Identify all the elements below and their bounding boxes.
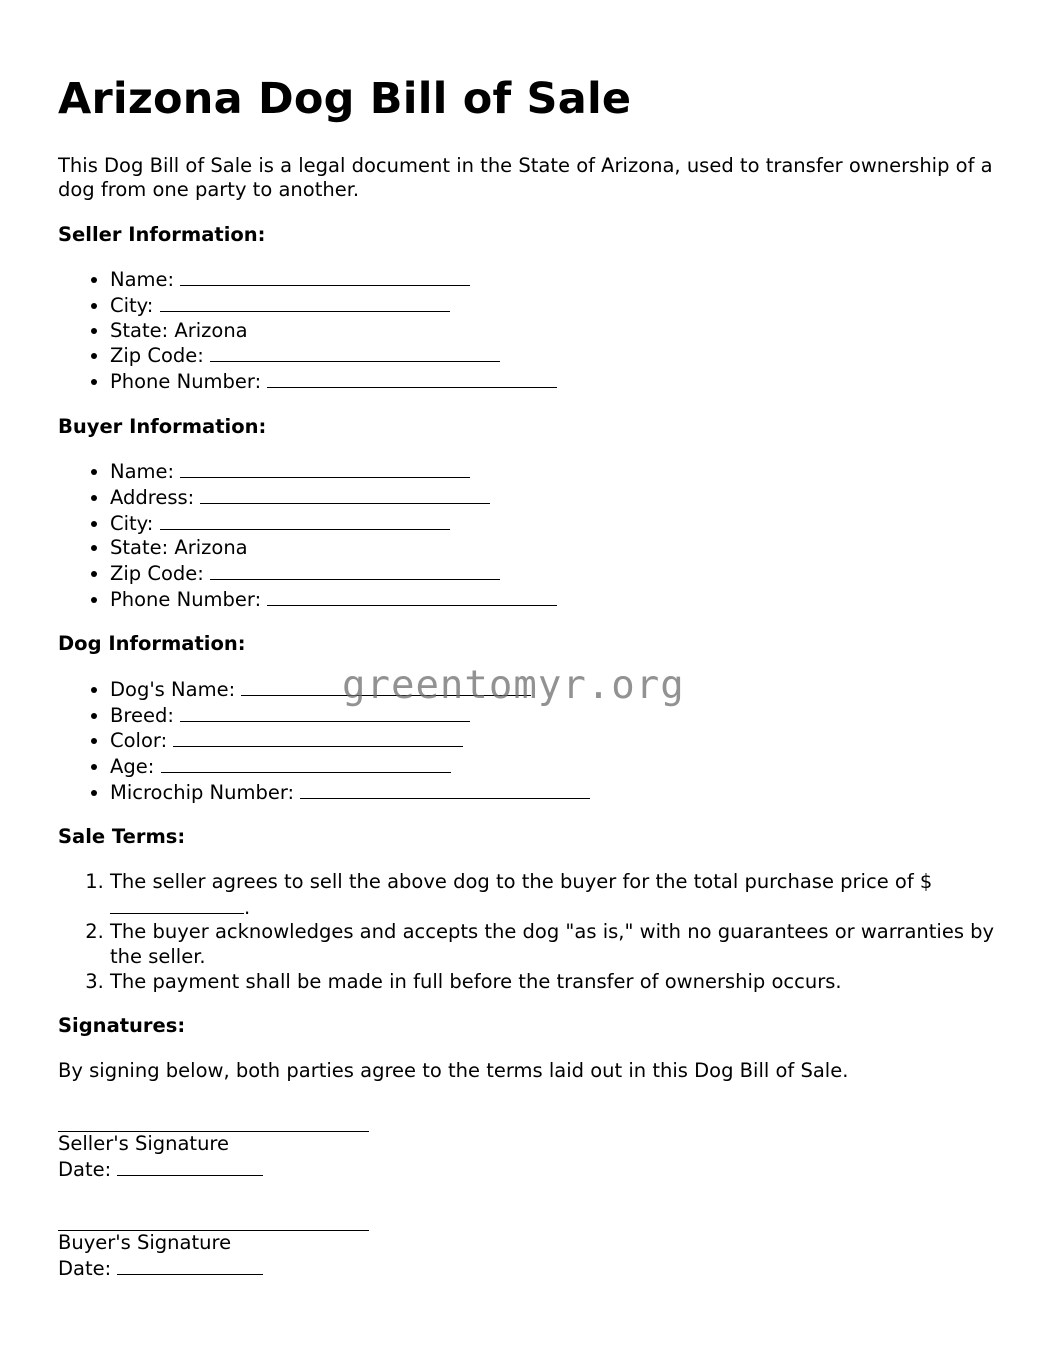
terms-heading: Sale Terms:: [58, 825, 186, 849]
dog-color-label: Color:: [110, 729, 168, 753]
document-title: Arizona Dog Bill of Sale: [58, 74, 632, 124]
seller-zip-label: Zip Code:: [110, 344, 204, 368]
term-1-end: .: [244, 895, 251, 919]
dog-list: [58, 677, 1008, 806]
list-item: [110, 677, 1008, 703]
document-page: [58, 74, 1008, 1281]
list-item: [110, 728, 1008, 754]
term-1-text: The seller agrees to sell the above dog to the buyer for the total purchase price of $: [110, 869, 933, 893]
dog-breed-blank: [180, 703, 470, 722]
list-item: [110, 561, 1008, 587]
list-item: [110, 536, 1008, 561]
list-item: [110, 970, 1008, 995]
dog-age-label: Age:: [110, 754, 155, 778]
seller-date-row: [58, 1157, 1008, 1183]
buyer-zip-blank: [210, 561, 500, 580]
buyer-date-blank: [117, 1256, 263, 1275]
list-item: [110, 343, 1008, 369]
list-item: [110, 703, 1008, 729]
term-3-text: The payment shall be made in full before the transfer of ownership occurs.: [110, 969, 842, 993]
seller-signature-label: Seller's Signature: [58, 1132, 230, 1156]
list-item: [110, 511, 1008, 537]
buyer-city-blank: [160, 511, 450, 530]
list-item: [110, 870, 1008, 920]
buyer-signature-block: [58, 1208, 1008, 1281]
buyer-address-label: Address:: [110, 485, 195, 509]
seller-signature-block: [58, 1109, 1008, 1182]
list-item: [110, 780, 1008, 806]
seller-city-blank: [160, 293, 450, 312]
dog-name-label: Dog's Name:: [110, 677, 236, 701]
watermark-text: greentomyr.org: [342, 663, 685, 708]
list-item: [110, 319, 1008, 344]
seller-city-label: City:: [110, 293, 154, 317]
dog-age-blank: [161, 754, 451, 773]
dog-breed-label: Breed:: [110, 703, 174, 727]
dog-color-blank: [173, 728, 463, 747]
buyer-signature-line: [58, 1208, 369, 1231]
list-item: [110, 369, 1008, 395]
list-item: [110, 754, 1008, 780]
buyer-heading: Buyer Information:: [58, 414, 267, 438]
price-blank: [110, 895, 244, 914]
list-item: [110, 293, 1008, 319]
dog-microchip-blank: [300, 780, 590, 799]
seller-name-label: Name:: [110, 268, 175, 292]
buyer-name-label: Name:: [110, 460, 175, 484]
buyer-date-row: [58, 1256, 1008, 1282]
dog-heading: Dog Information:: [58, 632, 246, 656]
list-item: [110, 587, 1008, 613]
buyer-phone-label: Phone Number:: [110, 587, 262, 611]
dog-name-blank: [241, 677, 531, 696]
list-item: [110, 485, 1008, 511]
signatures-intro: By signing below, both parties agree to the terms laid out in this Dog Bill of Sale.: [58, 1058, 849, 1082]
term-2-text: The buyer acknowledges and accepts the dog "as is," with no guarantees or warranties by the seller.: [110, 920, 995, 968]
seller-zip-blank: [210, 343, 500, 362]
seller-date-blank: [117, 1157, 263, 1176]
seller-phone-label: Phone Number:: [110, 369, 262, 393]
signatures-heading: Signatures:: [58, 1014, 186, 1038]
terms-list: [58, 870, 1008, 995]
buyer-city-label: City:: [110, 511, 154, 535]
seller-date-label: Date:: [58, 1157, 112, 1181]
seller-heading: Seller Information:: [58, 222, 266, 246]
seller-state: State: Arizona: [110, 318, 248, 342]
buyer-address-blank: [200, 485, 490, 504]
seller-list: [58, 267, 1008, 395]
buyer-list: [58, 459, 1008, 612]
buyer-date-label: Date:: [58, 1256, 112, 1280]
seller-phone-blank: [267, 369, 557, 388]
buyer-zip-label: Zip Code:: [110, 561, 204, 585]
list-item: [110, 267, 1008, 293]
dog-microchip-label: Microchip Number:: [110, 780, 295, 804]
list-item: [110, 459, 1008, 485]
seller-signature-line: [58, 1109, 369, 1132]
seller-name-blank: [180, 267, 470, 286]
list-item: [110, 920, 1008, 969]
buyer-name-blank: [180, 459, 470, 478]
buyer-state: State: Arizona: [110, 536, 248, 560]
buyer-signature-label: Buyer's Signature: [58, 1231, 232, 1255]
buyer-phone-blank: [267, 587, 557, 606]
intro-paragraph: This Dog Bill of Sale is a legal document in the State of Arizona, used to transfer ownership of a dog from one party to another.: [58, 153, 993, 202]
